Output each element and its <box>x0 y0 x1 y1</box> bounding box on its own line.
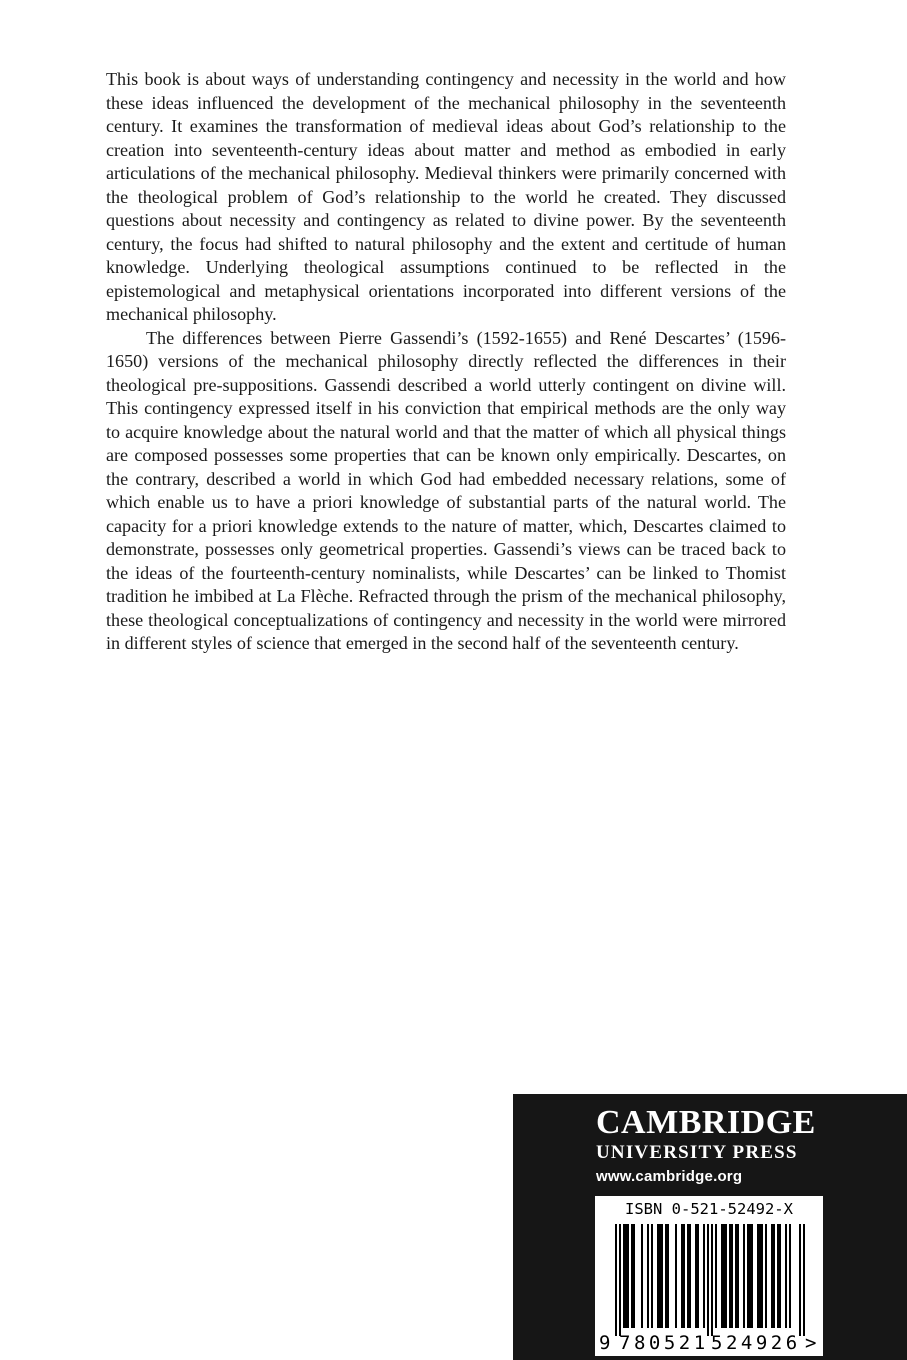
barcode-bar <box>633 1224 635 1328</box>
barcode-bar <box>683 1224 685 1328</box>
barcode-bar <box>623 1224 625 1328</box>
barcode-guard-bar <box>707 1224 709 1336</box>
publisher-subtitle: UNIVERSITY PRESS <box>596 1142 798 1163</box>
barcode-bar <box>675 1224 677 1328</box>
barcode-guard-bar <box>799 1224 801 1336</box>
barcode-bar <box>721 1224 723 1328</box>
barcode-bar <box>731 1224 733 1328</box>
barcode-bar <box>703 1224 705 1328</box>
barcode-bar <box>751 1224 753 1328</box>
barcode-lead-digit: 9 <box>599 1332 611 1354</box>
barcode-bar <box>757 1224 759 1328</box>
barcode-guard-bar <box>711 1224 713 1336</box>
barcode-bar <box>647 1224 649 1328</box>
blurb-paragraph-2: The differences between Pierre Gassendi’s (1592-1655) and René Descartes’ (1596-1650) versions of the mechanical philosophy directly reflected the differences in their theological pre-suppositions. Gassendi described a world utterly contingent on divine will. This contingency expressed itself in his conviction that empirical methods are the only way to acquire knowledge about the natural world and that the matter of which all physical things are composed possesses some properties that can be known only empirically. Descartes, on the contrary, described a world in which God had embedded necessary relations, some of which enable us to have a priori knowledge of substantial parts of the natural world. The capacity for a priori knowledge extends to the nature of matter, which, Descartes claimed to demonstrate, possesses only geometrical properties. Gassendi’s views can be traced back to the ideas of the fourteenth-century nominalists, while Descartes’ can be linked to Thomist tradition he imbibed at La Flèche. Refracted through the prism of the mechanical philosophy, these theological conceptualizations of contingency and necessity in the world were mirrored in different styles of science that emerged in the second half of the seventeenth century. <box>106 327 786 653</box>
barcode-bar <box>747 1224 749 1328</box>
barcode-guard-bar <box>619 1224 621 1336</box>
barcode-bar <box>667 1224 669 1328</box>
barcode-bar <box>631 1224 633 1328</box>
barcode-guard-bar <box>803 1224 805 1336</box>
barcode-bar <box>729 1224 731 1328</box>
barcode-bar <box>749 1224 751 1328</box>
barcode-bar <box>627 1224 629 1328</box>
barcode-left-digits: 780521 <box>619 1332 709 1354</box>
barcode-bar <box>723 1224 725 1328</box>
publisher-box <box>513 1094 907 1360</box>
barcode-bar <box>779 1224 781 1328</box>
barcode-bar <box>651 1224 653 1328</box>
back-cover-blurb <box>106 68 786 656</box>
barcode-bar <box>725 1224 727 1328</box>
barcode-bar <box>777 1224 779 1328</box>
barcode-bar <box>789 1224 791 1328</box>
barcode-quiet-zone-mark: > <box>805 1332 817 1354</box>
barcode-bar <box>735 1224 737 1328</box>
barcode-bar <box>689 1224 691 1328</box>
barcode-bar <box>765 1224 767 1328</box>
barcode-bar <box>657 1224 659 1328</box>
barcode-bar <box>661 1224 663 1328</box>
barcode-bar <box>743 1224 745 1328</box>
publisher-name: CAMBRIDGE <box>596 1104 816 1141</box>
barcode-bar <box>681 1224 683 1328</box>
barcode-bar <box>785 1224 787 1328</box>
barcode-icon <box>603 1224 815 1336</box>
barcode-bar <box>761 1224 763 1328</box>
barcode-bar <box>665 1224 667 1328</box>
barcode-bar <box>759 1224 761 1328</box>
barcode-bar <box>625 1224 627 1328</box>
publisher-url: www.cambridge.org <box>596 1168 743 1185</box>
barcode-guard-bar <box>615 1224 617 1336</box>
barcode-bar <box>695 1224 697 1328</box>
barcode-panel <box>595 1196 823 1356</box>
barcode-bar <box>659 1224 661 1328</box>
blurb-paragraph-1: This book is about ways of understanding contingency and necessity in the world and how these ideas influenced the development of the mechanical philosophy in the seventeenth century. It examines the transformation of medieval ideas about God’s relationship to the creation into seventeenth-century ideas about matter and method as embodied in early articulations of the mechanical philosophy. Medieval thinkers were primarily concerned with the theological problem of God’s relationship to the world he created. They discussed questions about necessity and contingency as related to divine power. By the seventeenth century, the focus had shifted to natural philosophy and the extent and certitude of human knowledge. Underlying theological assumptions continued to be reflected in the epistemological and metaphysical orientations incorporated into different versions of the mechanical philosophy. <box>106 69 786 324</box>
isbn-label: ISBN 0-521-52492-X <box>625 1200 793 1218</box>
barcode-bar <box>687 1224 689 1328</box>
barcode-bar <box>771 1224 773 1328</box>
barcode-bar <box>697 1224 699 1328</box>
barcode-bar <box>641 1224 643 1328</box>
barcode-right-digits: 524926 <box>711 1332 801 1354</box>
barcode-bar <box>715 1224 717 1328</box>
barcode-bar <box>737 1224 739 1328</box>
barcode-bar <box>773 1224 775 1328</box>
publisher-logo <box>596 1106 816 1187</box>
